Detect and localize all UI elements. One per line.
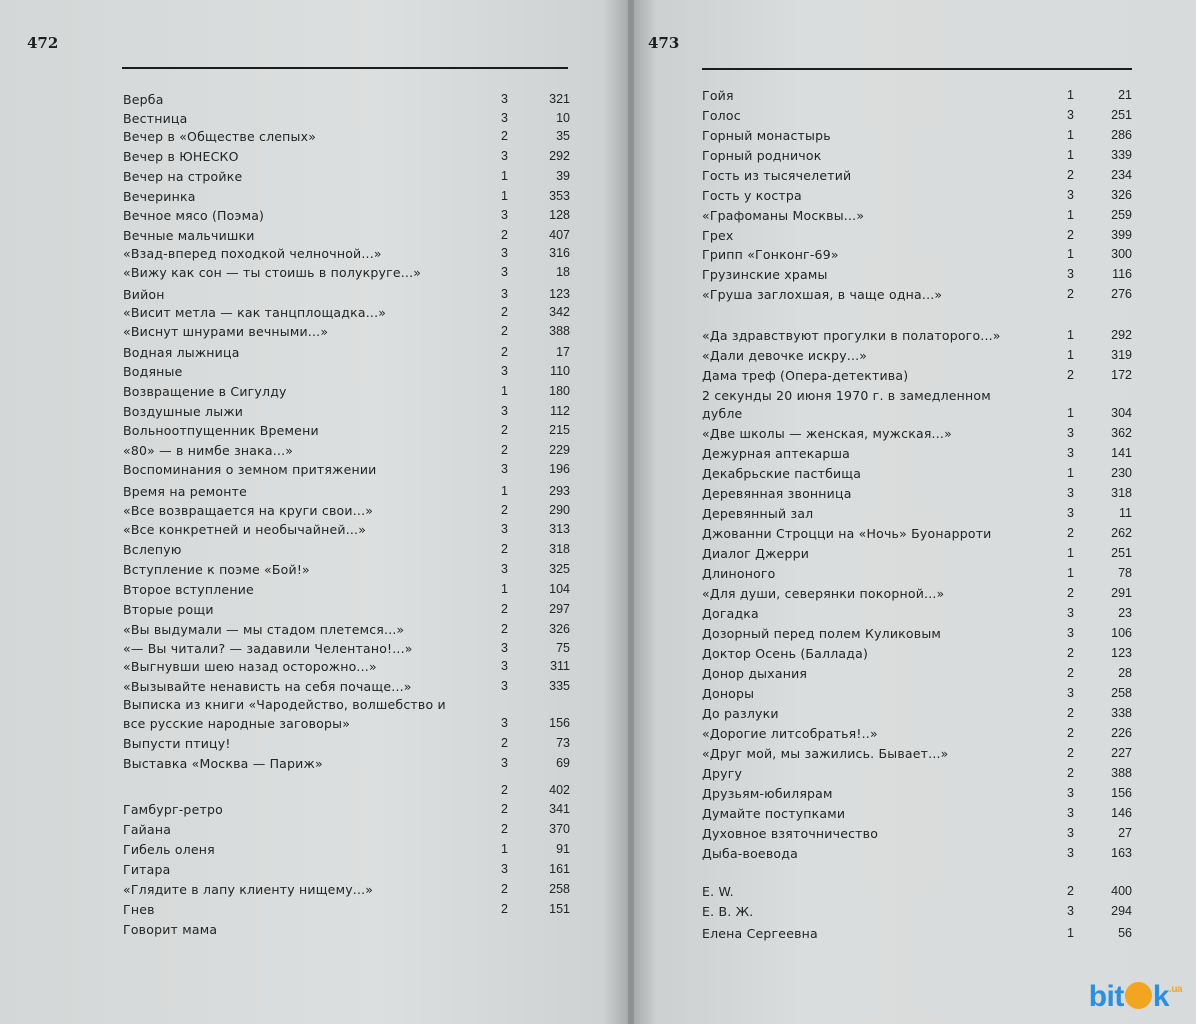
- entry-volume: 1: [1067, 546, 1074, 560]
- entry-page: 156: [1111, 786, 1132, 800]
- entry-title: «Две школы — женская, мужская...»: [702, 426, 952, 441]
- entry-title: дубле: [702, 406, 743, 421]
- entry-page: 104: [549, 582, 570, 596]
- entry-volume: 2: [1067, 586, 1074, 600]
- entry-volume: 2: [1067, 228, 1074, 242]
- entry-volume: 2: [1067, 287, 1074, 301]
- entry-title: «Взад-вперед походкой челночной...»: [123, 246, 382, 261]
- entry-title: Грузинские храмы: [702, 267, 828, 282]
- entry-page: 370: [549, 822, 570, 836]
- entry-page: 151: [549, 902, 570, 916]
- entry-title: все русские народные заговоры»: [123, 716, 351, 731]
- entry-page: 215: [549, 423, 570, 437]
- entry-page: 362: [1111, 426, 1132, 440]
- entry-page: 293: [549, 484, 570, 498]
- entry-volume: 3: [501, 246, 508, 260]
- entry-page: 292: [1111, 328, 1132, 342]
- entry-volume: 3: [1067, 806, 1074, 820]
- entry-title: Декабрьские пастбища: [702, 466, 862, 481]
- entry-title: «— Вы читали? — задавили Челентано!...»: [123, 641, 413, 656]
- entry-page: 399: [1111, 228, 1132, 242]
- entry-title: «Висит метла — как танцплощадка...»: [123, 305, 387, 320]
- entry-volume: 2: [1067, 168, 1074, 182]
- entry-volume: 1: [501, 484, 508, 498]
- entry-volume: 3: [501, 522, 508, 536]
- entry-volume: 3: [501, 265, 508, 279]
- entry-title: «Все конкретней и необычайней...»: [123, 522, 367, 537]
- entry-page: 18: [556, 265, 570, 279]
- entry-volume: 3: [501, 659, 508, 673]
- entry-page: 156: [549, 716, 570, 730]
- entry-page: 297: [549, 602, 570, 616]
- entry-volume: 1: [501, 842, 508, 856]
- entry-title: Деревянный зал: [702, 506, 814, 521]
- entry-volume: 1: [1067, 208, 1074, 222]
- entry-volume: 2: [501, 503, 508, 517]
- entry-title: Длиноного: [702, 566, 776, 581]
- entry-volume: 1: [1067, 348, 1074, 362]
- entry-title: Е. В. Ж.: [702, 904, 754, 919]
- entry-volume: 1: [501, 582, 508, 596]
- entry-volume: 2: [1067, 368, 1074, 382]
- entry-page: 106: [1111, 626, 1132, 640]
- entry-page: 123: [549, 287, 570, 301]
- entry-page: 196: [549, 462, 570, 476]
- entry-page: 23: [1118, 606, 1132, 620]
- entry-page: 388: [1111, 766, 1132, 780]
- entry-page: 342: [549, 305, 570, 319]
- entry-volume: 3: [501, 364, 508, 378]
- page-number: 472: [27, 34, 59, 52]
- entry-title: Гитара: [123, 862, 171, 877]
- entry-volume: 3: [501, 404, 508, 418]
- entry-page: 353: [549, 189, 570, 203]
- entry-volume: 1: [1067, 247, 1074, 261]
- entry-page: 35: [556, 129, 570, 143]
- entry-title: Воспоминания о земном притяжении: [123, 462, 377, 477]
- entry-volume: 3: [1067, 786, 1074, 800]
- entry-page: 388: [549, 324, 570, 338]
- entry-volume: 3: [501, 462, 508, 476]
- entry-title: Выписка из книги «Чародейство, волшебство и: [123, 697, 446, 712]
- entry-volume: 1: [1067, 926, 1074, 940]
- entry-page: 180: [549, 384, 570, 398]
- entry-volume: 3: [501, 149, 508, 163]
- entry-volume: 1: [501, 169, 508, 183]
- entry-page: 304: [1111, 406, 1132, 420]
- entry-page: 338: [1111, 706, 1132, 720]
- entry-title: Диалог Джерри: [702, 546, 810, 561]
- entry-volume: 2: [501, 345, 508, 359]
- entry-page: 28: [1118, 666, 1132, 680]
- entry-title: Вечеринка: [123, 189, 196, 204]
- entry-title: Дозорный перед полем Куликовым: [702, 626, 942, 641]
- entry-volume: 3: [1067, 506, 1074, 520]
- entry-title: Водная лыжница: [123, 345, 240, 360]
- entry-page: 339: [1111, 148, 1132, 162]
- entry-volume: 3: [1067, 267, 1074, 281]
- entry-volume: 2: [501, 822, 508, 836]
- entry-title: Вийон: [123, 287, 165, 302]
- entry-volume: 3: [1067, 606, 1074, 620]
- entry-volume: 2: [501, 443, 508, 457]
- entry-title: До разлуки: [702, 706, 779, 721]
- entry-page: 259: [1111, 208, 1132, 222]
- entry-volume: 2: [501, 783, 508, 797]
- entry-page: 318: [549, 542, 570, 556]
- entry-title: «Да здравствуют прогулки в полаторого...»: [702, 328, 1001, 343]
- entry-volume: 3: [501, 862, 508, 876]
- entry-volume: 1: [1067, 328, 1074, 342]
- entry-title: «Выгнувши шею назад осторожно...»: [123, 659, 377, 674]
- entry-page: 311: [550, 659, 570, 673]
- entry-page: 56: [1118, 926, 1132, 940]
- entry-title: «Вижу как сон — ты стоишь в полукруге...»: [123, 265, 422, 280]
- entry-volume: 1: [1067, 566, 1074, 580]
- entry-title: Друзьям-юбилярам: [702, 786, 833, 801]
- entry-volume: 3: [1067, 188, 1074, 202]
- entry-volume: 3: [501, 562, 508, 576]
- entry-title: Грипп «Гонконг-69»: [702, 247, 839, 262]
- entry-title: «Для души, северянки покорной...»: [702, 586, 945, 601]
- entry-title: Елена Сергеевна: [702, 926, 818, 941]
- entry-volume: 3: [1067, 904, 1074, 918]
- entry-page: 286: [1111, 128, 1132, 142]
- entry-volume: 1: [1067, 406, 1074, 420]
- entry-title: Время на ремонте: [123, 484, 247, 499]
- entry-title: «Груша заглохшая, в чаще одна...»: [702, 287, 943, 302]
- entry-page: 146: [1111, 806, 1132, 820]
- entry-page: 112: [550, 404, 570, 418]
- entry-page: 123: [1111, 646, 1132, 660]
- entry-volume: 1: [501, 384, 508, 398]
- entry-title: Вслепую: [123, 542, 182, 557]
- entry-title: Гость у костра: [702, 188, 802, 203]
- entry-title: Вечные мальчишки: [123, 228, 255, 243]
- entry-title: «Графоманы Москвы...»: [702, 208, 865, 223]
- entry-title: Второе вступление: [123, 582, 254, 597]
- entry-page: 258: [1111, 686, 1132, 700]
- entry-page: 39: [556, 169, 570, 183]
- entry-page: 294: [1111, 904, 1132, 918]
- entry-title: E. W.: [702, 884, 734, 899]
- entry-title: Дама треф (Опера-детектива): [702, 368, 909, 383]
- entry-page: 313: [549, 522, 570, 536]
- entry-page: 161: [549, 862, 570, 876]
- entry-volume: 2: [1067, 766, 1074, 780]
- entry-volume: 2: [501, 324, 508, 338]
- entry-page: 27: [1118, 826, 1132, 840]
- entry-title: «Дорогие литсобратья!..»: [702, 726, 878, 741]
- entry-volume: 3: [1067, 446, 1074, 460]
- page-number: 473: [648, 34, 680, 52]
- index-entries-right: [634, 0, 1196, 1024]
- entry-title: Вечер в ЮНЕСКО: [123, 149, 239, 164]
- entry-page: 17: [556, 345, 570, 359]
- entry-page: 319: [1111, 348, 1132, 362]
- entry-volume: 2: [501, 736, 508, 750]
- entry-title: Дежурная аптекарша: [702, 446, 851, 461]
- entry-page: 292: [549, 149, 570, 163]
- entry-page: 75: [556, 641, 570, 655]
- entry-page: 326: [549, 622, 570, 636]
- entry-title: Джованни Строцци на «Ночь» Буонарроти: [702, 526, 992, 541]
- entry-title: Вечное мясо (Поэма): [123, 208, 265, 223]
- entry-page: 10: [556, 111, 570, 125]
- entry-volume: 2: [501, 622, 508, 636]
- entry-page: 262: [1111, 526, 1132, 540]
- entry-title: Гибель оленя: [123, 842, 215, 857]
- entry-title: Духовное взяточничество: [702, 826, 879, 841]
- entry-page: 316: [549, 246, 570, 260]
- entry-page: 318: [1111, 486, 1132, 500]
- entry-page: 11: [1119, 506, 1132, 520]
- entry-title: Воздушные лыжи: [123, 404, 244, 419]
- entry-volume: 3: [501, 208, 508, 222]
- entry-title: Вечер на стройке: [123, 169, 243, 184]
- entry-volume: 3: [1067, 686, 1074, 700]
- entry-title: «Вы выдумали — мы стадом плетемся...»: [123, 622, 405, 637]
- entry-title: 2 секунды 20 июня 1970 г. в замедленном: [702, 388, 991, 403]
- watermark-logo: bit $k^{.ua}$: [1088, 980, 1182, 1013]
- entry-page: 69: [556, 756, 570, 770]
- entry-page: 251: [1111, 546, 1132, 560]
- entry-title: Доктор Осень (Баллада): [702, 646, 869, 661]
- entry-title: Гойя: [702, 88, 734, 103]
- entry-page: 335: [549, 679, 570, 693]
- entry-page: 258: [549, 882, 570, 896]
- entry-volume: 2: [501, 305, 508, 319]
- entry-title: Гость из тысячелетий: [702, 168, 852, 183]
- entry-volume: 2: [501, 423, 508, 437]
- entry-page: 91: [556, 842, 570, 856]
- entry-title: «Глядите в лапу клиенту нищему...»: [123, 882, 374, 897]
- entry-title: Гамбург-ретро: [123, 802, 223, 817]
- entry-title: Верба: [123, 92, 164, 107]
- entry-volume: 1: [1067, 148, 1074, 162]
- entry-title: Вступление к поэме «Бой!»: [123, 562, 310, 577]
- entry-title: Донор дыхания: [702, 666, 808, 681]
- entry-volume: 2: [1067, 666, 1074, 680]
- entry-volume: 2: [1067, 884, 1074, 898]
- entry-page: 290: [549, 503, 570, 517]
- entry-title: Думайте поступками: [702, 806, 846, 821]
- entry-page: 227: [1111, 746, 1132, 760]
- entry-volume: 3: [501, 92, 508, 106]
- entry-page: 402: [549, 783, 570, 797]
- entry-page: 141: [1111, 446, 1132, 460]
- entry-title: Вторые рощи: [123, 602, 214, 617]
- entry-title: «80» — в нимбе знака...»: [123, 443, 294, 458]
- entry-volume: 2: [501, 902, 508, 916]
- entry-title: Выставка «Москва — Париж»: [123, 756, 323, 771]
- entry-volume: 3: [501, 679, 508, 693]
- entry-volume: 1: [1067, 466, 1074, 480]
- entry-title: Дыба-воевода: [702, 846, 798, 861]
- entry-title: «Виснут шнурами вечными...»: [123, 324, 329, 339]
- entry-volume: 3: [501, 641, 508, 655]
- entry-volume: 2: [1067, 726, 1074, 740]
- entry-volume: 2: [501, 602, 508, 616]
- entry-page: 128: [549, 208, 570, 222]
- entry-volume: 3: [501, 716, 508, 730]
- entry-page: 78: [1118, 566, 1132, 580]
- entry-volume: 3: [501, 287, 508, 301]
- entry-page: 251: [1111, 108, 1132, 122]
- entry-volume: 1: [1067, 128, 1074, 142]
- entry-title: Возвращение в Сигулду: [123, 384, 287, 399]
- entry-volume: 3: [1067, 426, 1074, 440]
- entry-title: Гнев: [123, 902, 155, 917]
- entry-page: 21: [1118, 88, 1132, 102]
- entry-volume: 3: [501, 756, 508, 770]
- entry-title: Говорит мама: [123, 922, 218, 937]
- entry-volume: 1: [1067, 88, 1074, 102]
- entry-volume: 2: [1067, 706, 1074, 720]
- entry-title: «Все возвращается на круги свои...»: [123, 503, 374, 518]
- entry-page: 226: [1111, 726, 1132, 740]
- entry-page: 326: [1111, 188, 1132, 202]
- entry-page: 400: [1111, 884, 1132, 898]
- entry-page: 234: [1111, 168, 1132, 182]
- entry-volume: 2: [1067, 746, 1074, 760]
- entry-page: 321: [549, 92, 570, 106]
- entry-page: 276: [1111, 287, 1132, 301]
- entry-title: Догадка: [702, 606, 759, 621]
- entry-page: 116: [1112, 267, 1132, 281]
- entry-volume: 2: [501, 129, 508, 143]
- entry-title: Вечер в «Обществе слепых»: [123, 129, 317, 144]
- entry-page: 341: [549, 802, 570, 816]
- entry-volume: 3: [1067, 486, 1074, 500]
- entry-volume: 2: [501, 542, 508, 556]
- entry-page: 407: [549, 228, 570, 242]
- entry-title: Голос: [702, 108, 741, 123]
- entry-page: 300: [1111, 247, 1132, 261]
- entry-volume: 2: [501, 882, 508, 896]
- entry-page: 163: [1111, 846, 1132, 860]
- entry-page: 291: [1111, 586, 1132, 600]
- entry-title: Другу: [702, 766, 743, 781]
- entry-title: Горный монастырь: [702, 128, 831, 143]
- entry-volume: 1: [501, 189, 508, 203]
- entry-title: Горный родничок: [702, 148, 822, 163]
- entry-volume: 3: [1067, 108, 1074, 122]
- entry-page: 230: [1111, 466, 1132, 480]
- entry-title: Доноры: [702, 686, 755, 701]
- entry-title: Деревянная звонница: [702, 486, 852, 501]
- entry-volume: 2: [501, 228, 508, 242]
- entry-title: «Дали девочке искру...»: [702, 348, 868, 363]
- entry-title: «Вызывайте ненависть на себя почаще...»: [123, 679, 412, 694]
- right-page: [634, 0, 1196, 1024]
- entry-title: Гайана: [123, 822, 172, 837]
- entry-title: «Друг мой, мы зажились. Бывает...»: [702, 746, 949, 761]
- entry-title: Выпусти птицу!: [123, 736, 231, 751]
- entry-volume: 3: [501, 111, 508, 125]
- entry-volume: 2: [1067, 646, 1074, 660]
- entry-volume: 3: [1067, 826, 1074, 840]
- entry-volume: 2: [1067, 526, 1074, 540]
- hand-icon: [1125, 982, 1152, 1009]
- entry-title: Водяные: [123, 364, 183, 379]
- entry-title: Вольноотпущенник Времени: [123, 423, 319, 438]
- entry-page: 73: [556, 736, 570, 750]
- entry-title: Грех: [702, 228, 734, 243]
- entry-title: Вестница: [123, 111, 188, 126]
- entry-volume: 3: [1067, 846, 1074, 860]
- entry-page: 325: [549, 562, 570, 576]
- entry-page: 172: [1111, 368, 1132, 382]
- entry-volume: 3: [1067, 626, 1074, 640]
- entry-page: 229: [549, 443, 570, 457]
- entry-volume: 2: [501, 802, 508, 816]
- entry-page: 110: [550, 364, 570, 378]
